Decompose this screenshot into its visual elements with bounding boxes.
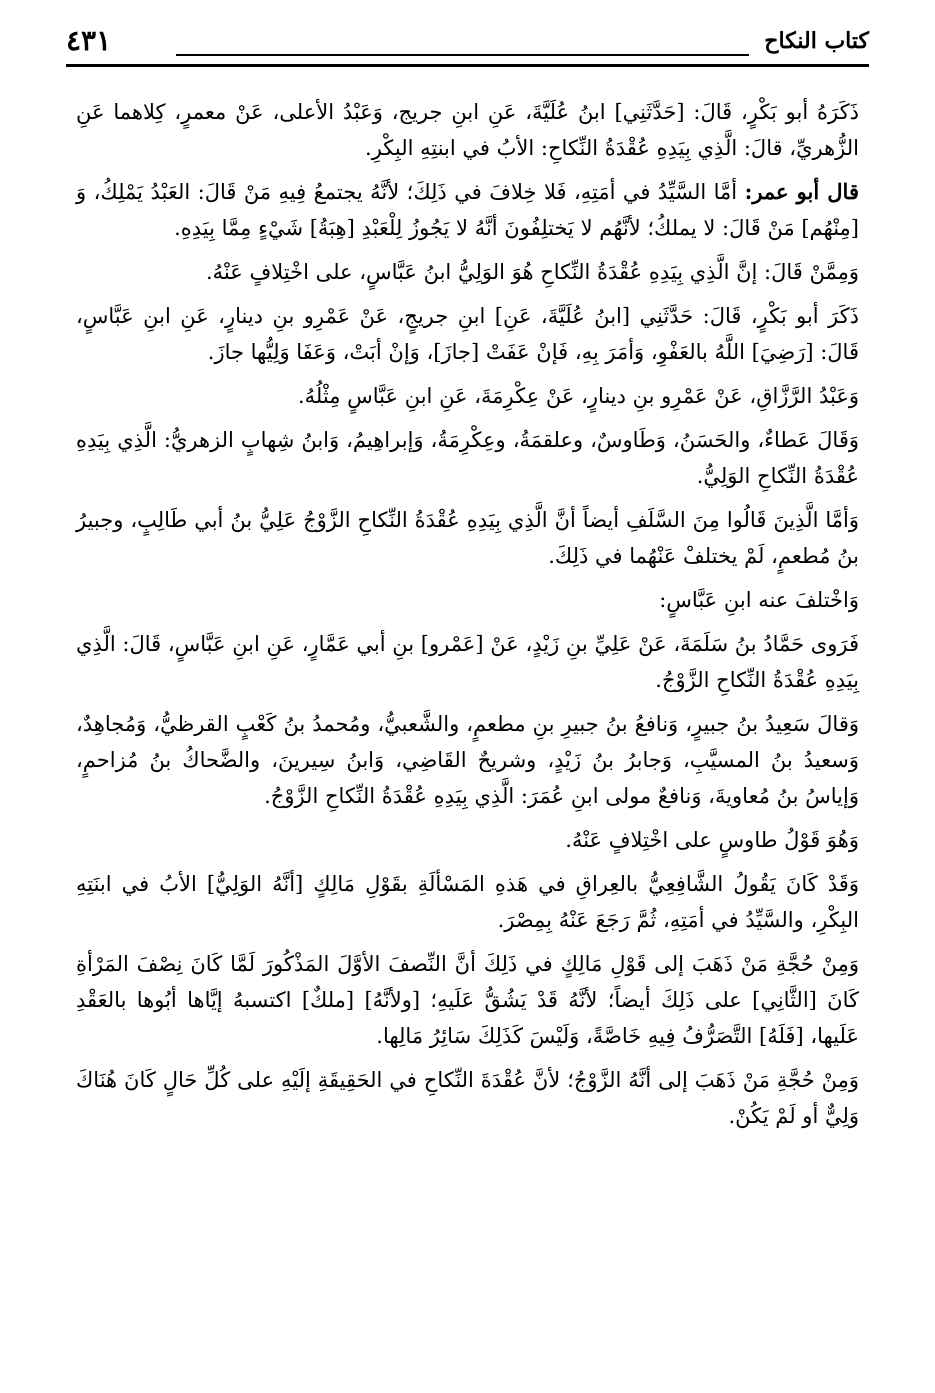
paragraph-text: وَعَبْدُ الرَّزَّاقِ، عَنْ عَمْرِو بنِ دينارٍ، عَنْ عِكْرِمَةَ، عَنِ ابنِ عَبَّاسٍ مِثْلُهُ.: [298, 384, 859, 408]
header-rule: [66, 64, 869, 67]
paragraph-text: وَمِنْ حُجَّةِ مَنْ ذَهَبَ إلى أنَّهُ الزَّوْجُ؛ لأنَّ عُقْدَةَ النِّكاحِ في الحَقِيقَةِ إلَيْهِ على كُلِّ حَالٍ كَانَ هُنَاكَ وَلِيٌّ أو لَمْ يَكُنْ.: [76, 1068, 859, 1128]
paragraph-text: وَقَدْ كَانَ يَقُولُ الشَّافِعِيُّ بالعِراقِ في هَذهِ المَسْألَةِ بقَوْلِ مَالِكٍ [أنَّهُ الوَلِيُّ] الأبُ في ابنَتِهِ البِكْرِ، والسَّيِّدُ في أمَتِهِ، ثُمَّ رَجَعَ عَنْهُ بِمِصْرَ.: [76, 872, 859, 932]
paragraph-6: [76, 422, 859, 494]
header-underline: [176, 54, 749, 56]
paragraph-text: وَمِنْ حُجَّةِ مَنْ ذَهَبَ إلى قَوْلِ مَالِكٍ في ذَلِكَ أنَّ النِّصفَ الأوَّلَ المَذْكُورَ لَمَّا كَانَ نِصْفَ المَرْأةِ كَانَ [الثَّانِي] على ذَلِكَ أيضاً؛ لأنَّهُ قَدْ يَشُقُّ عَلَيهِ؛ [ولأنَّهُ] [ملكٌ] اكتسبهُ إيَّاها أبُوها بالعَقْدِ عَلَيها، [فَلَهُ] التَّصَرُّفُ فِيهِ خَاصَّةً، وَلَيْسَ كَذَلِكَ سَائِرُ مَالِها.: [76, 952, 860, 1048]
page-header: [66, 22, 869, 62]
paragraph-2: [76, 174, 859, 246]
paragraph-12: [76, 866, 859, 938]
paragraph-10: [76, 706, 859, 814]
paragraph-1: [76, 94, 859, 166]
paragraph-text: أمَّا السَّيِّدُ في أمَتِهِ، فَلا خِلافَ في ذَلِكَ؛ لأنَّهُ يجتمعُ فِيهِ مَنْ قَالَ: العَبْدُ يَمْلِكُ، وَ [مِنْهُم] مَنْ قَالَ: لا يملكُ؛ لأنَّهُم لا يَختلِفُونَ أنَّهُ لا يَجُوزُ لِلْعَبْدِ [هِبَةُ] شَيْءٍ مِمَّا بِيَدِهِ.: [76, 180, 859, 240]
paragraph-text: وَمِمَّنْ قَالَ: إنَّ الَّذِي بِيَدِهِ عُقْدَةُ النِّكاحِ هُوَ الوَلِيُّ ابنُ عَبَّاسٍ، على اخْتِلافٍ عَنْهُ.: [205, 260, 859, 284]
paragraph-text: وَقالَ سَعِيدُ بنُ جبيرٍ، وَنافعُ بنُ جبيرِ بنِ مطعمٍ، والشَّعبيُّ، ومُحمدُ بنُ كَعْبٍ القرظيُّ، وَمُجاهِدٌ، وَسعيدُ بنُ المسيَّبِ، وَجابرُ بنُ زَيْدٍ، وشريحٌ القَاضِي، وَابنُ سِيرينَ، والضَّحاكُ بنُ مُزاحمٍ، وَإياسُ بنُ مُعاويةَ، وَنافعٌ مولى ابنِ عُمَرَ: الَّذِي بِيَدِهِ عُقْدَةُ النِّكاحِ الزَّوْجُ.: [76, 712, 859, 808]
paragraph-11: [76, 822, 859, 858]
paragraph-4: [76, 298, 859, 370]
paragraph-text: وَقَالَ عَطاءٌ، والحَسَنُ، وَطَاوسٌ، وعلقمَةُ، وعِكْرِمَةُ، وَإبراهِيمُ، وَابنُ شِهابٍ الزهريُّ: الَّذِي بِيَدِهِ عُقْدَةُ النِّكاحِ الوَلِيُّ.: [76, 428, 859, 488]
paragraph-text: فَرَوى حَمَّادُ بنُ سَلَمَةَ، عَنْ عَلِيِّ بنِ زَيْدٍ، عَنْ [عَمْرو] بنِ أبي عَمَّارٍ، عَنِ ابنِ عَبَّاسٍ، قَالَ: الَّذِي بِيَدِهِ عُقْدَةُ النِّكاحِ الزَّوْجُ.: [76, 632, 859, 692]
paragraph-text: وَهُوَ قَوْلُ طاوسٍ على اخْتِلافٍ عَنْهُ.: [565, 828, 859, 852]
paragraph-9: [76, 626, 859, 698]
page-number: ٤٣١: [66, 24, 112, 57]
page-body: [76, 94, 859, 1142]
paragraph-lead: قال أبو عمر:: [744, 179, 859, 204]
running-title: كتاب النكاح: [764, 28, 869, 54]
paragraph-7: [76, 502, 859, 574]
paragraph-13: [76, 946, 859, 1054]
paragraph-text: ذَكَرَهُ أبو بَكْرٍ، قَالَ: [حَدَّثَنِي] ابنُ عُلَيَّةَ، عَنِ ابنِ جريج، وَعَبْدُ الأعلى، عَنْ معمرٍ، كِلاهما عَنِ الزُّهريِّ، قالَ: الَّذِي بِيَدِهِ عُقْدَةُ النِّكاحِ: الأبُ في ابنتِهِ البِكْرِ.: [76, 100, 859, 160]
paragraph-text: وَأمَّا الَّذِينَ قَالُوا مِنَ السَّلَفِ أيضاً أنَّ الَّذِي بِيَدِهِ عُقْدَةُ النِّكاحِ الزَّوْجُ عَلِيُّ بنُ أبي طَالِبٍ، وجبيرُ بنُ مُطعمٍ، لَمْ يختلفْ عَنْهُما في ذَلِكَ.: [76, 508, 859, 568]
paragraph-8: [76, 582, 859, 618]
paragraph-3: [76, 254, 859, 290]
paragraph-14: [76, 1062, 859, 1134]
paragraph-text: ذَكَرَ أبو بَكْرٍ، قَالَ: حَدَّثَنِي [ابنُ عُلَيَّةَ، عَنِ] ابنِ جريجٍ، عَنْ عَمْرِو بنِ دينارٍ، عَنِ ابنِ عَبَّاسٍ، قَالَ: [رَضِيَ] اللَّهُ بالعَفْوِ، وَأمَرَ بِهِ، فَإنْ عَفَتْ [جازَ]، وَإنْ أبَتْ، وَعَفَا وَلِيُّها جازَ.: [76, 304, 859, 364]
paragraph-text: وَاخْتلفَ عنه ابنِ عَبَّاسٍ:: [659, 588, 859, 612]
paragraph-5: [76, 378, 859, 414]
